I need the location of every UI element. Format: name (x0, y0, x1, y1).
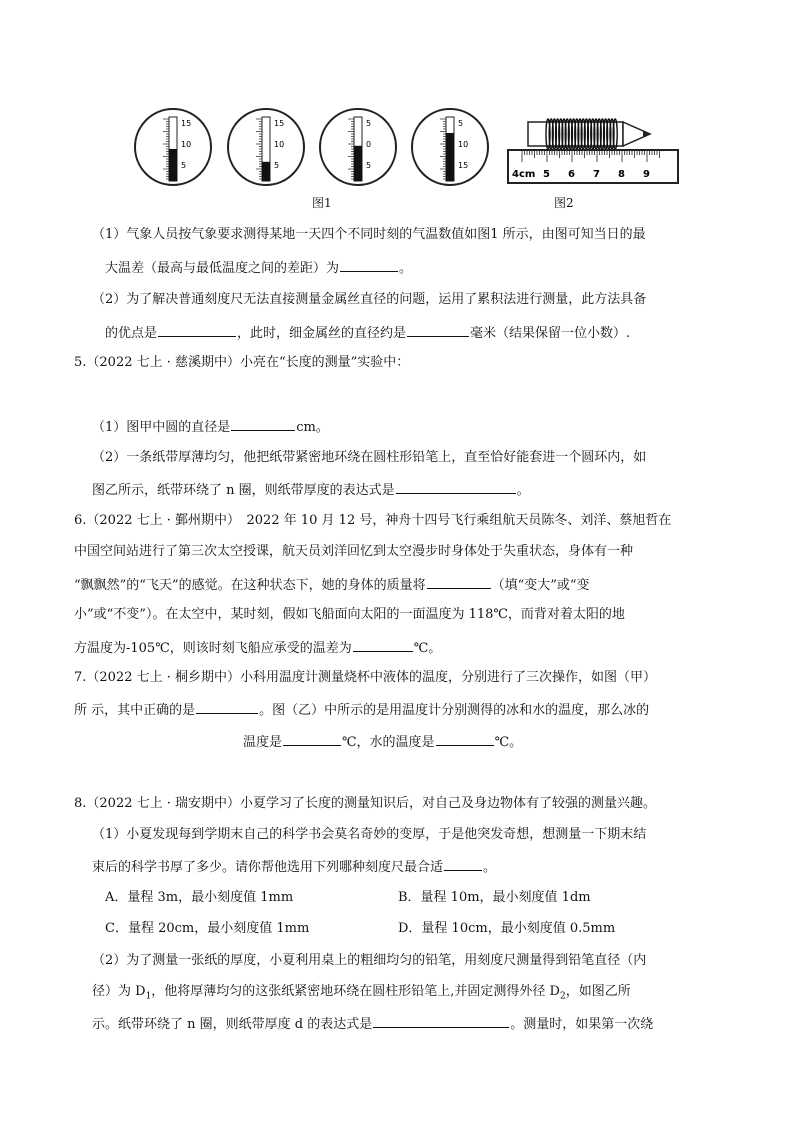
q5-part2-line2: 图乙所示，纸带环绕了 n 圈，则纸带厚度的表达式是 。 (92, 483, 530, 498)
q8-part2-line3: 示。纸带环绕了 n 圈，则纸带厚度 d 的表达式是 。测量时，如果第一次绕 (92, 1017, 654, 1032)
q7-line3: 温度是 ℃，水的温度是 ℃。 (243, 735, 523, 750)
q4-part1-line2: 大温差（最高与最低温度之间的差距）为 。 (105, 261, 413, 276)
q6-line3: “飘飘然”的“飞天”的感觉。在这种状态下，她的身体的质量将 （填“变大”或“变 (74, 578, 590, 593)
q8-heading: 8.（2022 七上 · 瑞安期中）小夏学习了长度的测量知识后，对自己及身边物体有了较强的测量兴趣。 (74, 796, 657, 811)
q6-line4: 小”或“不变”）。在太空中，某时刻，假如飞船面向太阳的一面温度为 118℃，而背对着太阳的地 (74, 607, 625, 622)
thermometer-label: 5 (181, 161, 187, 170)
q7-line2: 所 示，其中正确的是 。图（乙）中所示的是用温度计分别测得的冰和水的温度，那么冰的 (74, 703, 650, 718)
ruler-label: 7 (593, 169, 600, 180)
figure-1-caption: 图1 (312, 196, 332, 210)
ruler-label: 4cm (512, 169, 536, 180)
q6-line2: 中国空间站进行了第三次太空授课，航天员刘洋回忆到太空漫步时身体处于失重状态，身体有一种 (74, 544, 634, 559)
thermometer-label: 5 (458, 119, 464, 128)
q6-line5: 方温度为-105℃，则该时刻飞船应承受的温差为 ℃。 (74, 641, 442, 656)
q6-line1: 6.（2022 七上 · 鄞州期中） 2022 年 10 月 12 号，神舟十四号飞行乘组航天员陈冬、刘洋、蔡旭哲在 (74, 513, 672, 528)
thermometer-dial (320, 109, 396, 185)
answer-blank[interactable] (444, 858, 482, 871)
q5-part2-line1: （2）一条纸带厚薄均匀，他把纸带紧密地环绕在圆柱形铅笔上，直至恰好能套进一个圆环内，如 (92, 450, 647, 465)
thermometer-dial (135, 109, 211, 185)
ruler-label: 9 (643, 169, 650, 180)
thermometer-label: 0 (366, 140, 372, 149)
answer-blank[interactable] (427, 576, 491, 589)
answer-blank[interactable] (231, 418, 295, 431)
q8-option-c[interactable]: C．量程 20cm，最小刻度值 1mm (105, 921, 310, 936)
answer-blank[interactable] (196, 701, 258, 714)
q7-line1: 7.（2022 七上 · 桐乡期中）小科用温度计测量烧杯中液体的温度，分别进行了三次操作，如图（甲） (74, 670, 657, 685)
thermometer-dial (412, 109, 488, 185)
q8-part1-line2: 束后的科学书厚了多少。请你帮他选用下列哪种刻度尺最合适 。 (92, 860, 497, 875)
q8-option-d[interactable]: D．量程 10cm，最小刻度值 0.5mm (398, 921, 616, 936)
thermometer-liquid (169, 149, 177, 181)
thermometer-liquid (354, 146, 362, 181)
pencil-ruler-diagram (500, 100, 700, 195)
answer-blank[interactable] (396, 481, 516, 494)
q4-part1-line1: （1）气象人员按气象要求测得某地一天四个不同时刻的气温数值如图1 所示，由图可知当日的最 (92, 227, 646, 242)
q5-heading: 5.（2022 七上 · 慈溪期中）小亮在“长度的测量”实验中： (74, 355, 410, 370)
thermometer-label: 15 (181, 119, 192, 128)
thermometer-liquid (446, 133, 454, 181)
thermometer-liquid (262, 162, 270, 181)
thermometer-label: 5 (274, 161, 280, 170)
answer-blank[interactable] (436, 733, 494, 746)
thermometer-label: 5 (366, 161, 372, 170)
thermometer-label: 5 (366, 119, 372, 128)
q4-part2-line2: 的优点是 ，此时，细金属丝的直径约是 毫米（结果保留一位小数）. (105, 326, 631, 341)
thermometer-label: 10 (181, 140, 192, 149)
answer-blank[interactable] (158, 324, 236, 337)
q8-option-b[interactable]: B．量程 10m，最小刻度值 1dm (398, 890, 591, 905)
thermometer-dial (228, 109, 304, 185)
answer-blank[interactable] (283, 733, 341, 746)
ruler-label: 6 (568, 169, 575, 180)
thermometer-label: 10 (274, 140, 285, 149)
figure-2-caption: 图2 (554, 196, 574, 210)
q8-part2-line1: （2）为了测量一张纸的厚度，小夏利用桌上的粗细均匀的铅笔，用刻度尺测量得到铅笔直径（内 (92, 953, 647, 968)
q5-part1: （1）图甲中圆的直径是 cm。 (92, 420, 329, 435)
thermometer-label: 15 (274, 119, 285, 128)
ruler-label: 8 (618, 169, 625, 180)
answer-blank[interactable] (353, 639, 413, 652)
ruler-label: 5 (543, 169, 550, 180)
thermometer-label: 15 (458, 161, 469, 170)
q8-part1-line1: （1）小夏发现每到学期末自己的科学书会莫名奇妙的变厚，于是他突发奇想，想测量一下期末结 (92, 827, 647, 842)
q8-part2-line2: 径）为 $D_1$，他将厚薄均匀的这张纸紧密地环绕在圆柱形铅笔上,并固定测得外径 $D_2$，如图乙所 (92, 984, 631, 1002)
q8-option-a[interactable]: A．量程 3m，最小刻度值 1mm (105, 890, 294, 905)
answer-blank[interactable] (373, 1015, 509, 1028)
q4-part2-line1: （2）为了解决普通刻度尺无法直接测量金属丝直径的问题，运用了累积法进行测量，此方法具备 (92, 292, 647, 307)
thermometer-label: 10 (458, 140, 469, 149)
answer-blank[interactable] (340, 259, 398, 272)
answer-blank[interactable] (407, 324, 469, 337)
figure-2-ruler-pencil (500, 100, 700, 215)
